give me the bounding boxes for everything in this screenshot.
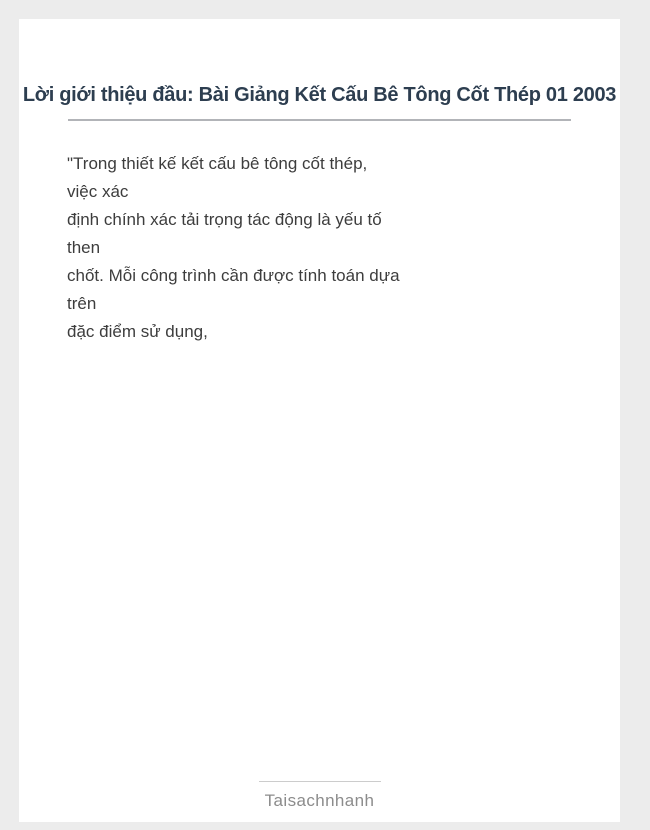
article-line: việc xác	[67, 182, 129, 201]
article-line: "Trong thiết kế kết cấu bê tông cốt thép,	[67, 154, 368, 173]
article-line: chốt. Mỗi công trình cần được tính toán dựa	[67, 266, 400, 285]
article-body	[19, 150, 620, 346]
article-line: đặc điểm sử dụng,	[67, 322, 208, 341]
footer-site-name: Taisachnhanh	[264, 791, 375, 810]
article-line: then	[67, 238, 101, 257]
page-title: Lời giới thiệu đầu: Bài Giảng Kết Cấu Bê Tông Cốt Thép 01 2003	[22, 84, 617, 106]
article-line: trên	[67, 294, 97, 313]
page-card	[19, 19, 620, 822]
page-footer	[19, 781, 620, 812]
footer-divider	[259, 781, 381, 782]
title-divider	[68, 119, 571, 121]
article-line: định chính xác tải trọng tác động là yếu tố	[67, 210, 382, 229]
